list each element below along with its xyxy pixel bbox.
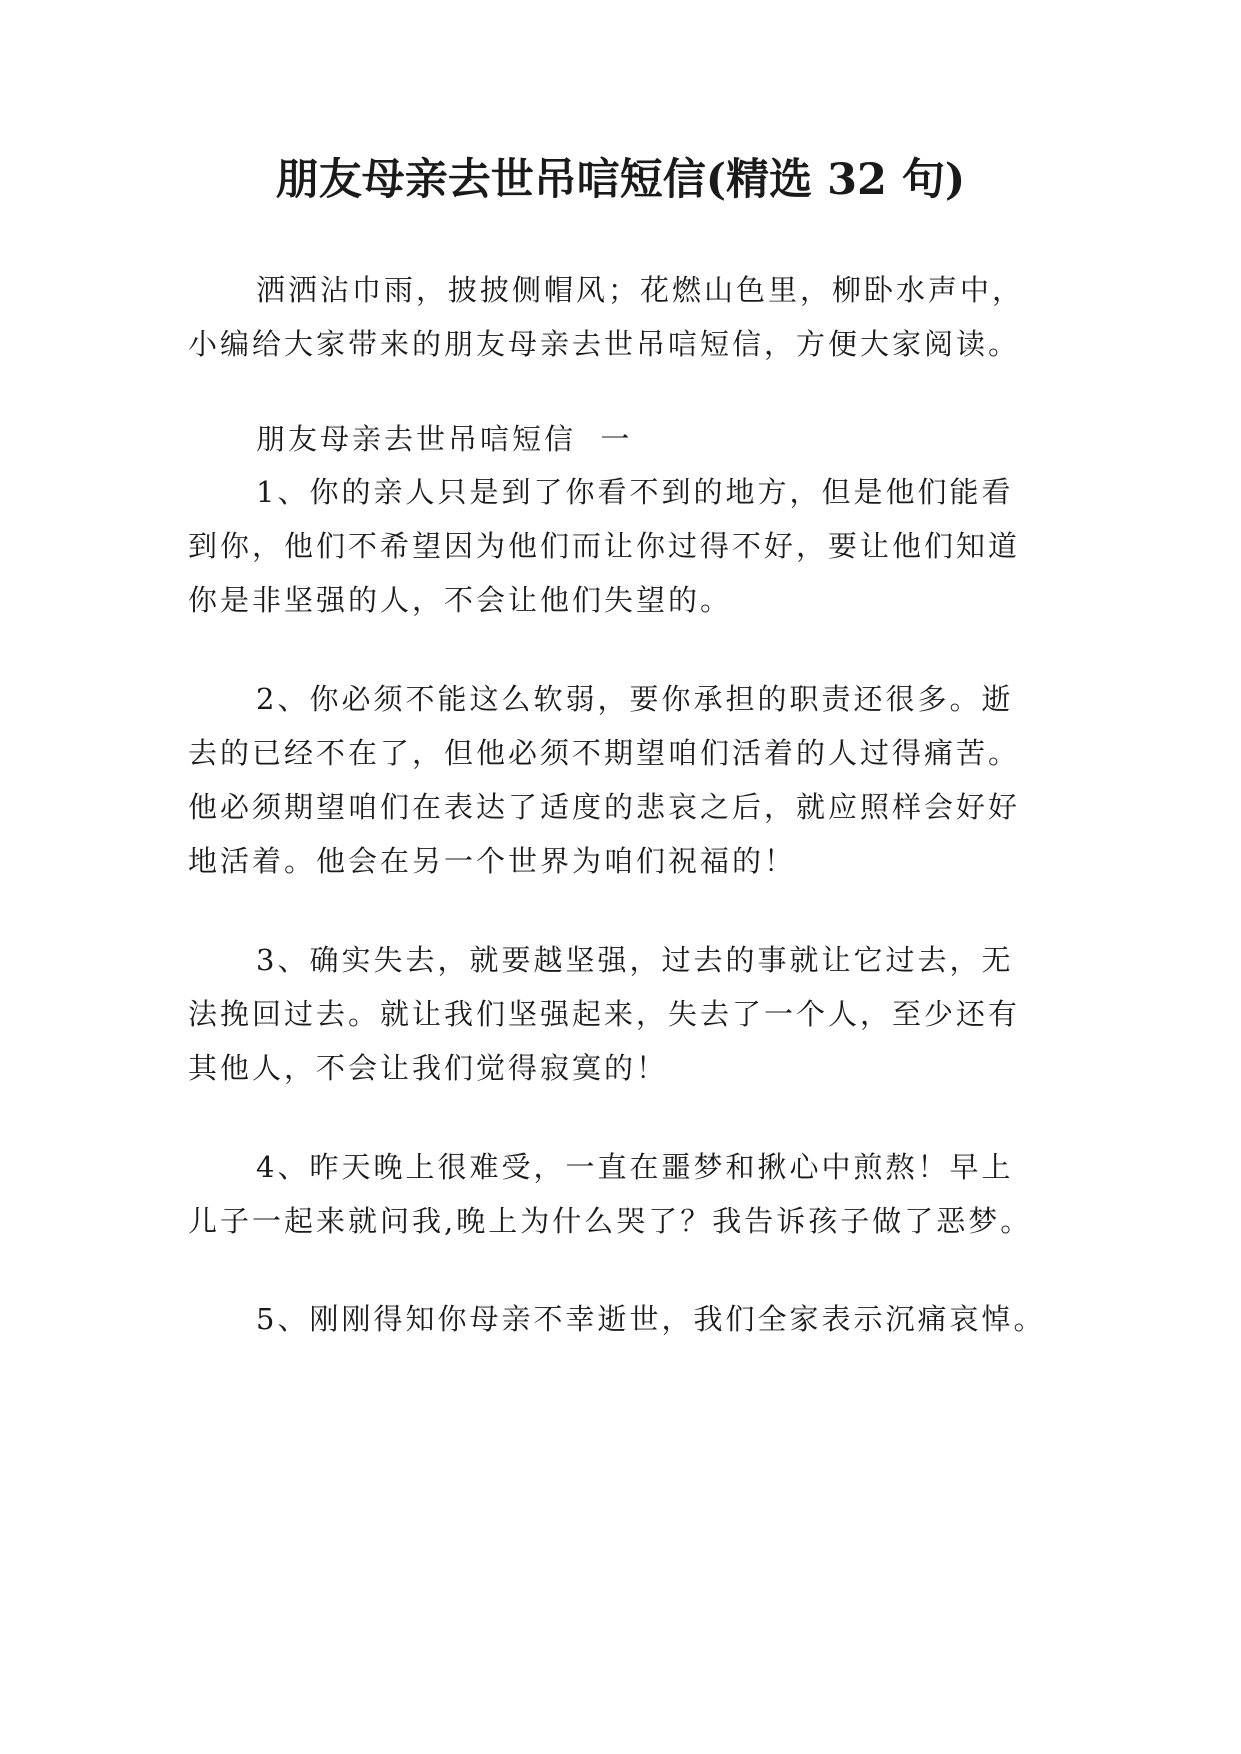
intro-paragraph [188,263,1066,371]
list-item-4 [188,1140,1066,1248]
section-heading-text: 朋友母亲去世吊唁短信 一 [256,422,633,456]
paragraph-line: 3、确实失去，就要越坚强，过去的事就让它过去，无 [256,943,1014,977]
paragraph-line: 法挽回过去。就让我们坚强起来，失去了一个人，至少还有 [188,997,1021,1031]
list-item-5 [188,1292,1066,1346]
paragraph-line: 其他人，不会让我们觉得寂寞的！ [188,1051,669,1085]
paragraph-line: 去的已经不在了，但他必须不期望咱们活着的人过得痛苦。 [188,736,1021,770]
paragraph-line: 5、刚刚得知你母亲不幸逝世，我们全家表示沉痛哀悼。 [256,1302,1046,1336]
list-item-1 [188,465,1066,627]
document-title: 朋友母亲去世吊唁短信(精选 32 句) [275,155,966,205]
intro-line: 小编给大家带来的朋友母亲去世吊唁短信，方便大家阅读。 [188,327,1021,361]
paragraph-line: 地活着。他会在另一个世界为咱们祝福的！ [188,844,797,878]
paragraph-line: 到你，他们不希望因为他们而让你过得不好，要让他们知道 [188,529,1021,563]
paragraph-line: 儿子一起来就问我,晚上为什么哭了？我告诉孩子做了恶梦。 [188,1204,1033,1238]
section-heading [188,412,1066,466]
paragraph-line: 1、你的亲人只是到了你看不到的地方，但是他们能看 [256,475,1014,509]
intro-line: 洒洒沾巾雨，披披侧帽风；花燃山色里，柳卧水声中， [256,273,1025,307]
list-item-3 [188,933,1066,1095]
paragraph-line: 他必须期望咱们在表达了适度的悲哀之后，就应照样会好好 [188,790,1021,824]
paragraph-line: 你是非坚强的人，不会让他们失望的。 [188,583,733,617]
list-item-2 [188,672,1066,888]
paragraph-line: 4、昨天晚上很难受，一直在噩梦和揪心中煎熬！早上 [256,1150,1014,1184]
paragraph-line: 2、你必须不能这么软弱，要你承担的职责还很多。逝 [256,682,1014,716]
